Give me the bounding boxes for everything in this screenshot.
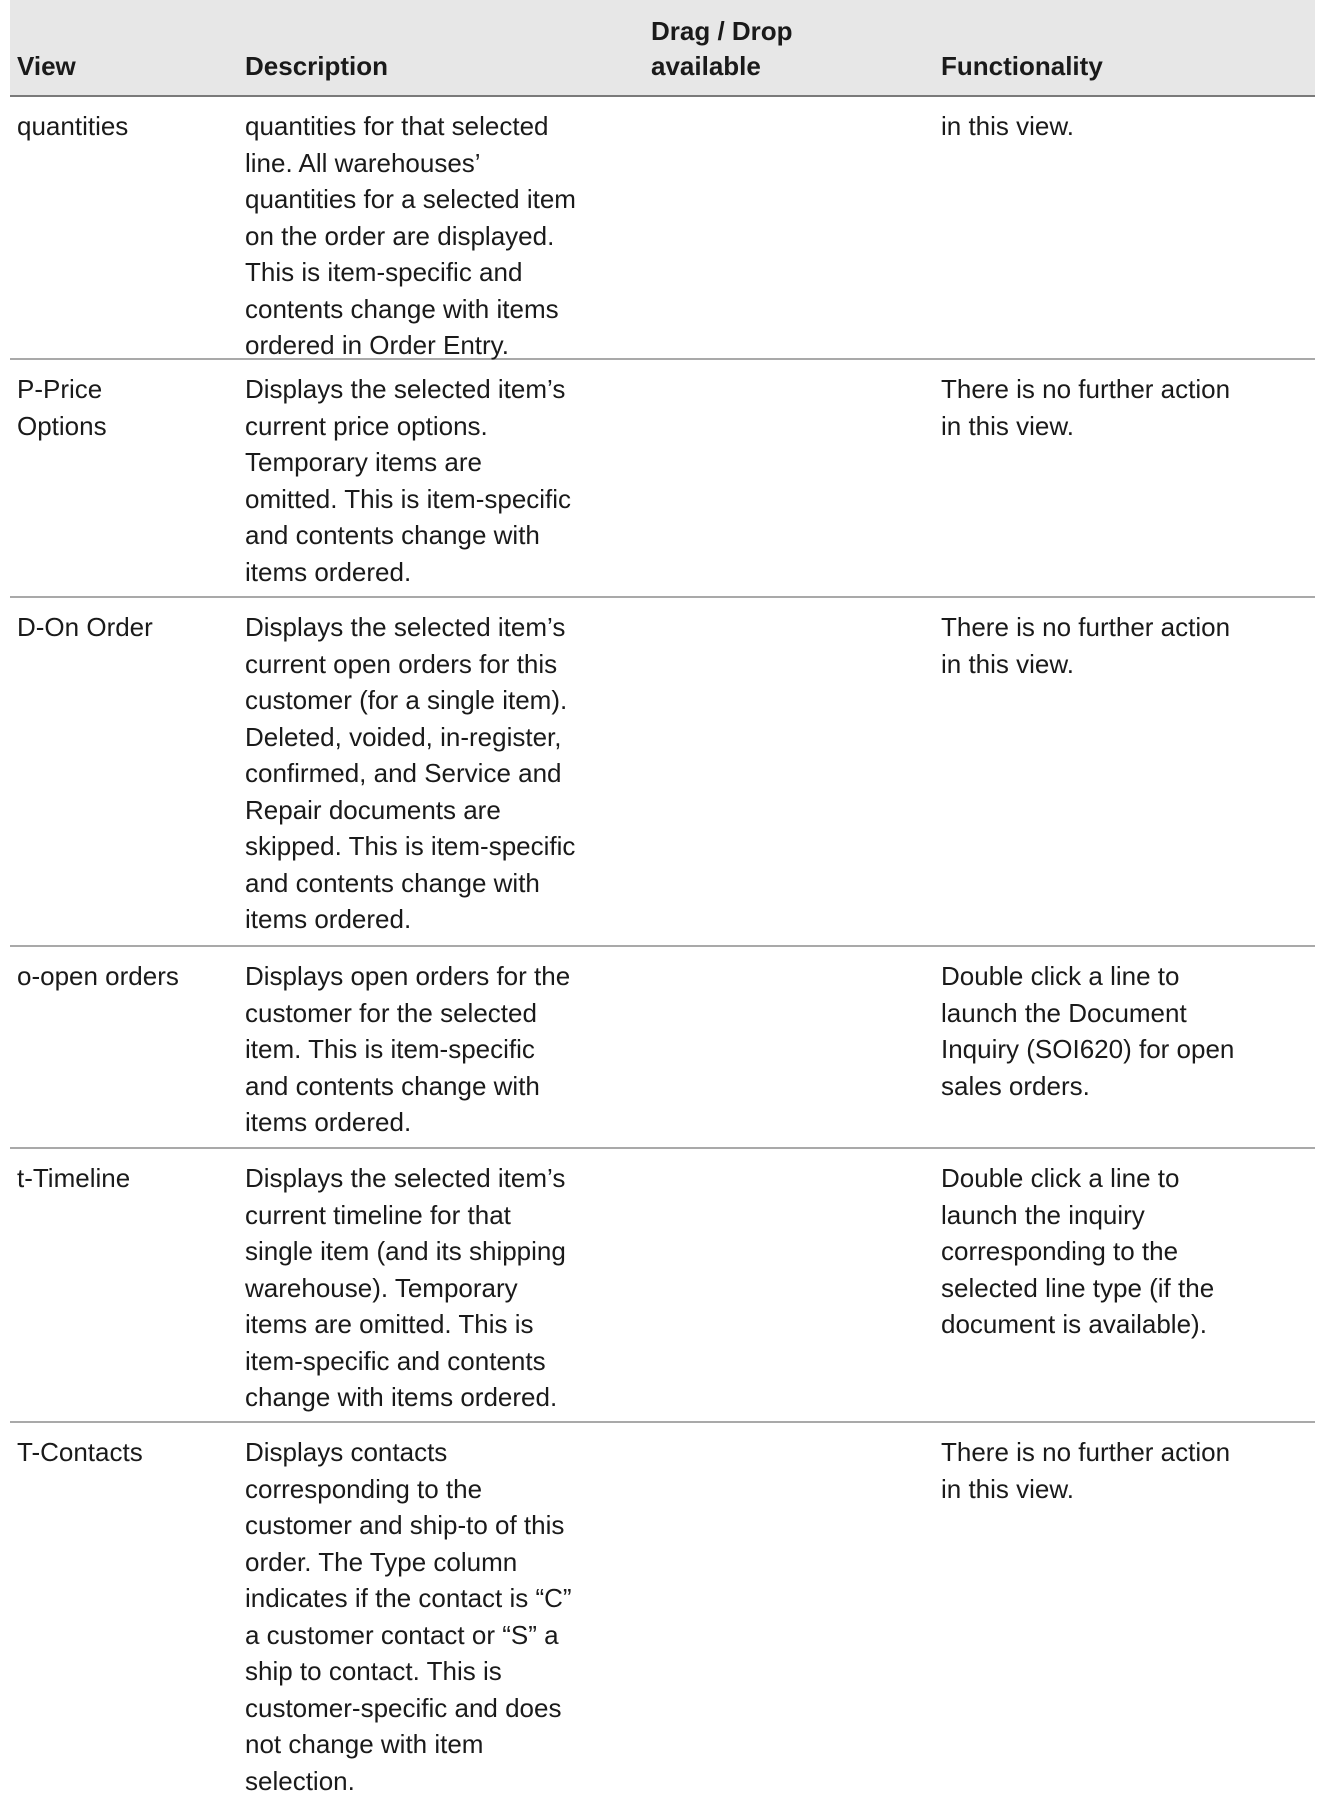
view-cell: D-On Order — [17, 612, 153, 642]
header-description: Description — [245, 51, 389, 81]
views-table — [10, 0, 1315, 1803]
view-cell: t-Timeline — [17, 1163, 131, 1193]
functionality-cell: Double click a line to launch the inquiry corresponding to the selected line type (if the document is available). — [941, 1163, 1215, 1339]
table-row-contacts — [10, 1423, 1315, 1803]
view-cell: T-Contacts — [17, 1437, 143, 1467]
header-drag-drop: Drag / Drop available — [651, 16, 793, 81]
view-cell: o-open orders — [17, 961, 179, 991]
table-row-price-options — [10, 360, 1315, 598]
description-cell: Displays the selected item’s current price options. Temporary items are omitted. This is item-specific and contents change with items ordered. — [245, 374, 572, 587]
view-cell: quantities — [17, 111, 129, 141]
functionality-cell: There is no further action in this view. — [941, 612, 1231, 679]
header-functionality: Functionality — [941, 51, 1103, 81]
functionality-cell: There is no further action in this view. — [941, 1437, 1231, 1504]
table-row-on-order — [10, 598, 1315, 947]
description-cell: Displays contacts corresponding to the customer and ship-to of this order. The Type column indicates if the contact is “C” a customer contact or “S” a ship to contact. This is customer-specific and does not change with item selection. — [245, 1437, 572, 1796]
table-row-open-orders — [10, 947, 1315, 1149]
description-cell: Displays open orders for the customer for the selected item. This is item-specific and contents change with items ordered. — [245, 961, 571, 1137]
functionality-cell: Double click a line to launch the Document Inquiry (SOI620) for open sales orders. — [941, 961, 1235, 1101]
description-cell: Displays the selected item’s current timeline for that single item (and its shipping warehouse). Temporary items are omitted. This is item-specific and contents change with items ordered. — [245, 1163, 566, 1412]
table-row-timeline — [10, 1149, 1315, 1423]
functionality-cell: There is no further action in this view. — [941, 374, 1231, 441]
table-row-quantities — [10, 97, 1315, 360]
description-cell: Displays the selected item’s current open orders for this customer (for a single item). Deleted, voided, in-register, confirmed, and Service and Repair documents are skipped. This is item-specific and contents change with items ordered. — [245, 612, 576, 934]
functionality-cell: in this view. — [941, 111, 1074, 141]
table-header — [10, 0, 1315, 97]
description-cell: quantities for that selected line. All warehouses’ quantities for a selected item on the order are displayed. This is item-specific and contents change with items ordered in Order Entry. — [245, 111, 576, 360]
header-view: View — [17, 51, 76, 81]
view-cell: P-Price Options — [17, 374, 107, 441]
